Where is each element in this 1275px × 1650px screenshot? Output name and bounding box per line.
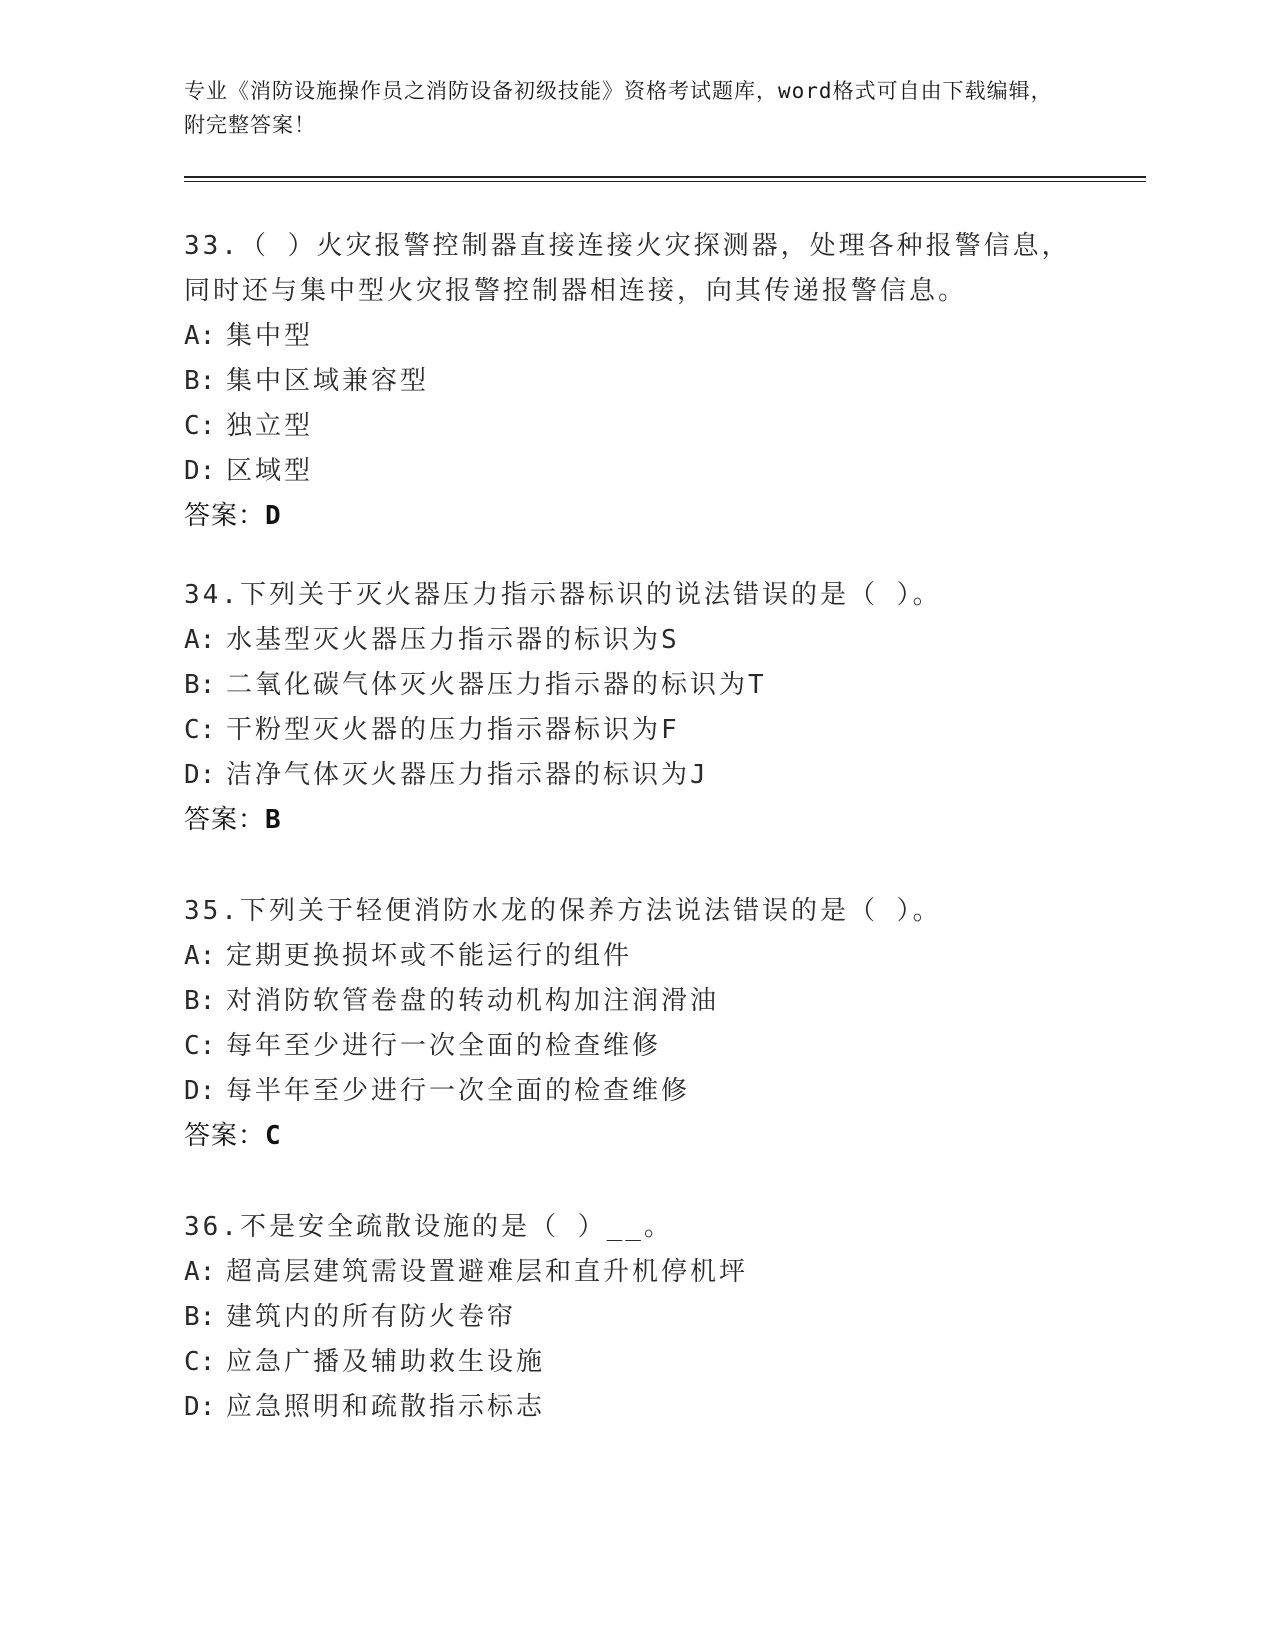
answer-line: [184, 1114, 1084, 1159]
option-text: 水基型灭火器压力指示器的标识为S: [226, 625, 680, 655]
option-text: 应急照明和疏散指示标志: [226, 1392, 546, 1422]
option-c: [184, 1024, 1084, 1069]
option-text: 集中区域兼容型: [226, 366, 430, 396]
option-c: [184, 1340, 1084, 1385]
option-key: A:: [184, 941, 216, 971]
question-stem: 34.下列关于灭火器压力指示器标识的说法错误的是（ ）。: [184, 580, 942, 610]
question-35: [184, 889, 1084, 1159]
option-key: A:: [184, 1257, 216, 1287]
option-b: [184, 979, 1084, 1024]
header-divider-thin: [184, 181, 1146, 182]
question-36: [184, 1205, 1084, 1430]
option-c: [184, 708, 1084, 753]
option-key: C:: [184, 715, 216, 745]
answer-value: C: [265, 1121, 282, 1151]
answer-value: D: [265, 501, 282, 531]
option-key: C:: [184, 411, 216, 441]
option-key: D:: [184, 456, 216, 486]
option-d: [184, 753, 1084, 798]
option-b: [184, 359, 1084, 404]
option-c: [184, 404, 1084, 449]
header-divider-thick: [184, 176, 1146, 178]
option-text: 区域型: [226, 456, 314, 486]
option-key: D:: [184, 1392, 216, 1422]
question-stem: 35.下列关于轻便消防水龙的保养方法说法错误的是（ ）。: [184, 896, 942, 926]
answer-value: B: [265, 805, 282, 835]
option-key: B:: [184, 986, 216, 1016]
option-b: [184, 663, 1084, 708]
question-stem: 33.（ ）火灾报警控制器直接连接火灾探测器，处理各种报警信息，同时还与集中型火灾报警控制器相连接，向其传递报警信息。: [184, 231, 1071, 306]
option-key: C:: [184, 1031, 216, 1061]
question-34: [184, 573, 1084, 843]
option-a: [184, 618, 1084, 663]
option-text: 定期更换损坏或不能运行的组件: [226, 941, 633, 971]
option-text: 二氧化碳气体灭火器压力指示器的标识为T: [226, 670, 767, 700]
option-key: A:: [184, 625, 216, 655]
option-text: 集中型: [226, 321, 314, 351]
option-key: A:: [184, 321, 216, 351]
option-a: [184, 1250, 1084, 1295]
question-stem: 36.不是安全疏散设施的是（ ）__。: [184, 1212, 673, 1242]
option-d: [184, 1069, 1084, 1114]
answer-line: [184, 494, 1084, 539]
option-b: [184, 1295, 1084, 1340]
option-a: [184, 934, 1084, 979]
option-text: 洁净气体灭火器压力指示器的标识为J: [226, 760, 709, 790]
option-text: 每半年至少进行一次全面的检查维修: [226, 1076, 691, 1106]
option-d: [184, 449, 1084, 494]
option-key: D:: [184, 760, 216, 790]
option-key: D:: [184, 1076, 216, 1106]
option-text: 建筑内的所有防火卷帘: [226, 1302, 517, 1332]
answer-line: [184, 798, 1084, 843]
option-text: 独立型: [226, 411, 314, 441]
option-key: B:: [184, 670, 216, 700]
option-key: B:: [184, 366, 216, 396]
option-a: [184, 314, 1084, 359]
option-text: 超高层建筑需设置避难层和直升机停机坪: [226, 1257, 749, 1287]
answer-label: 答案：: [184, 805, 266, 835]
option-d: [184, 1385, 1084, 1430]
option-key: C:: [184, 1347, 216, 1377]
option-text: 应急广播及辅助救生设施: [226, 1347, 546, 1377]
option-key: B:: [184, 1302, 216, 1332]
option-text: 每年至少进行一次全面的检查维修: [226, 1031, 662, 1061]
document-header: 专业《消防设施操作员之消防设备初级技能》资格考试题库，word格式可自由下载编辑，附完整答案！: [184, 79, 1053, 137]
answer-label: 答案：: [184, 1121, 266, 1151]
option-text: 干粉型灭火器的压力指示器标识为F: [226, 715, 680, 745]
question-33: [184, 224, 1084, 539]
answer-label: 答案：: [184, 501, 266, 531]
option-text: 对消防软管卷盘的转动机构加注润滑油: [226, 986, 720, 1016]
